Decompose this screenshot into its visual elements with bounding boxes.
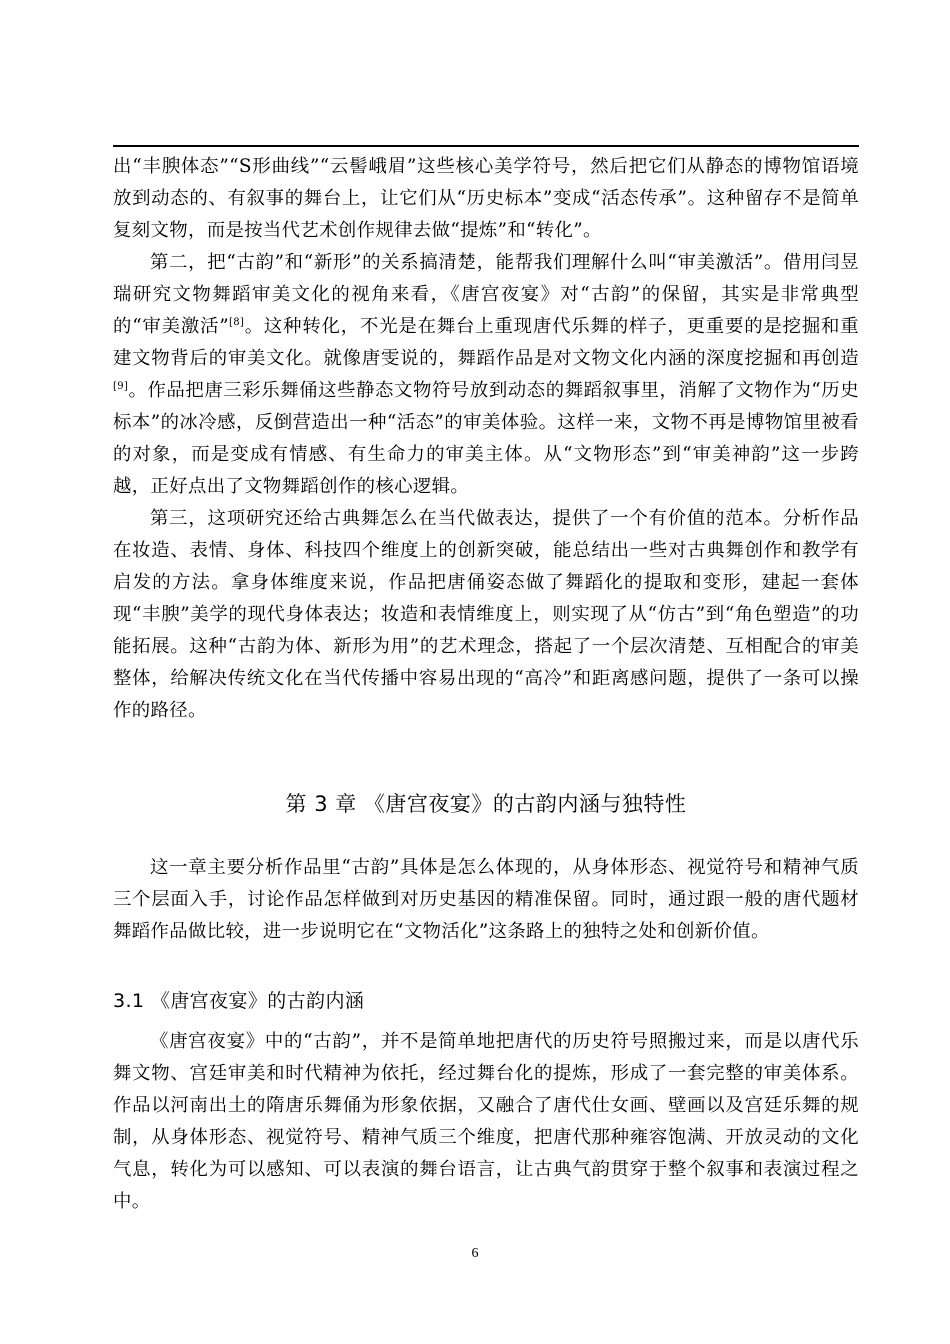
paragraph-second-point	[113, 247, 859, 503]
section-heading: 3.1 《唐宫夜宴》的古韵内涵	[113, 990, 365, 1012]
citation-ref: [9]	[113, 380, 129, 392]
paragraph-text: 。作品把唐三彩乐舞俑这些静态文物符号放到动态的舞蹈叙事里，消解了文物作为“历史标本”的冰冷感，反倒营造出一种“活态”的审美体验。这样一来，文物不再是博物馆里被看的对象，而是变成有情感、有生命力的审美主体。从“文物形态”到“审美神韵”这一步跨越，正好点出了文物舞蹈创作的核心逻辑。	[113, 380, 859, 497]
body-upper	[113, 151, 859, 727]
paragraph-text: 。这种转化，不光是在舞台上重现唐代乐舞的样子，更重要的是挖掘和重建文物背后的审美文化。就像唐雯说的，舞蹈作品是对文物文化内涵的深度挖掘和再创造	[113, 316, 859, 369]
paragraph-section: 《唐宫夜宴》中的“古韵”，并不是简单地把唐代的历史符号照搬过来，而是以唐代乐舞文物、宫廷审美和时代精神为依托，经过舞台化的提炼，形成了一套完整的审美体系。作品以河南出土的隋唐乐舞俑为形象依据，又融合了唐代仕女画、壁画以及宫廷乐舞的规制，从身体形态、视觉符号、精神气质三个维度，把唐代那种雍容饱满、开放灵动的文化气息，转化为可以感知、可以表演的舞台语言，让古典气韵贯穿于整个叙事和表演过程之中。	[113, 1031, 859, 1212]
paragraph-third-point: 第三，这项研究还给古典舞怎么在当代做表达，提供了一个有价值的范本。分析作品在妆造、表情、身体、科技四个维度上的创新突破，能总结出一些对古典舞创作和教学有启发的方法。拿身体维度来说，作品把唐俑姿态做了舞蹈化的提取和变形，建起一套体现“丰腴”美学的现代身体表达；妆造和表情维度上，则实现了从“仿古”到“角色塑造”的功能拓展。这种“古韵为体、新形为用”的艺术理念，搭起了一个层次清楚、互相配合的审美整体，给解决传统文化在当代传播中容易出现的“高冷”和距离感问题，提供了一条可以操作的路径。	[113, 508, 859, 721]
citation-ref: [8]	[229, 316, 245, 328]
chapter-intro	[113, 852, 859, 948]
chapter-heading: 第 3 章 《唐宫夜宴》的古韵内涵与独特性	[285, 792, 687, 816]
paragraph-intro: 这一章主要分析作品里“古韵”具体是怎么体现的，从身体形态、视觉符号和精神气质三个层面入手，讨论作品怎样做到对历史基因的精准保留。同时，通过跟一般的唐代题材舞蹈作品做比较，进一步说明它在“文物活化”这条路上的独特之处和创新价值。	[113, 857, 859, 942]
page-number: 6	[471, 1246, 479, 1261]
section-body	[113, 1026, 859, 1218]
paragraph-text: 第二，把“古韵”和“新形”的关系搞清楚，能帮我们理解什么叫“审美激活”。借用闫昱瑞研究文物舞蹈审美文化的视角来看，《唐宫夜宴》对“古韵”的保留，其实是非常典型的“审美激活”	[113, 252, 859, 337]
header-rule	[113, 145, 859, 147]
paragraph-continued: 出“丰腴体态”“S形曲线”“云髻峨眉”这些核心美学符号，然后把它们从静态的博物馆语境放到动态的、有叙事的舞台上，让它们从“历史标本”变成“活态传承”。这种留存不是简单复刻文物，而是按当代艺术创作规律去做“提炼”和“转化”。	[113, 156, 859, 241]
